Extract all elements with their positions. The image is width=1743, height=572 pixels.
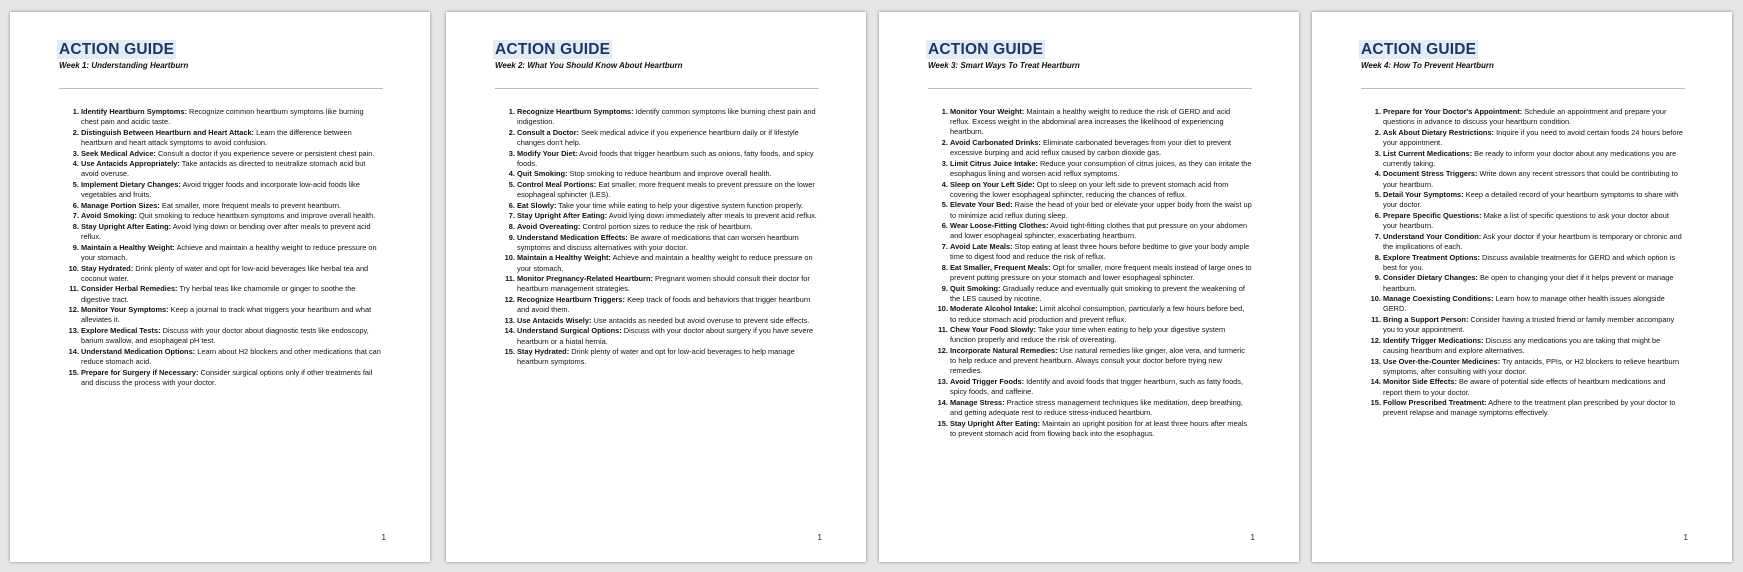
page-subtitle: Week 3: Smart Ways To Treat Heartburn — [928, 61, 1080, 70]
list-item — [1383, 169, 1685, 189]
item-heading: Understand Medication Options: — [81, 346, 196, 356]
list-item — [517, 128, 819, 148]
list-item — [950, 346, 1252, 377]
item-heading: Identify Heartburn Symptoms: — [81, 107, 187, 116]
item-heading: Consult a Doctor: — [517, 127, 579, 137]
list-item — [1383, 232, 1685, 252]
item-text: Eliminate carbonated beverages from your diet to prevent excessive burping and acid reflux caused by carbon dioxide gas. — [950, 138, 1232, 158]
item-text: Make a list of specific questions to ask your doctor about your heartburn. — [1383, 210, 1669, 231]
item-text: Seek medical advice if you experience heartburn daily or if lifestyle changes don't help. — [517, 127, 799, 147]
item-heading: Monitor Your Weight: — [950, 107, 1025, 116]
list-item — [81, 180, 383, 200]
item-heading: Use Antacids Wisely: — [517, 315, 592, 325]
item-text: Take your time while eating to help your digestive system function properly. — [558, 200, 804, 210]
item-text: Ask your doctor if your heartburn is temporary or chronic and the implications of each. — [1383, 231, 1682, 251]
item-text: Discuss available treatments for GERD and which option is best for you. — [1383, 252, 1676, 272]
list-item — [1383, 128, 1685, 148]
list-item — [1383, 357, 1685, 377]
page-title: ACTION GUIDE — [59, 41, 175, 58]
item-heading: Implement Dietary Changes: — [81, 179, 181, 189]
item-heading: Manage Coexisting Conditions: — [1383, 294, 1494, 304]
list-item — [1383, 377, 1685, 397]
list-item — [517, 201, 819, 211]
list-item — [81, 159, 383, 179]
page-title: ACTION GUIDE — [928, 41, 1044, 58]
item-heading: Identify Trigger Medications: — [1383, 335, 1484, 345]
item-heading: Chew Your Food Slowly: — [950, 325, 1036, 335]
list-item — [517, 169, 819, 179]
item-heading: Wear Loose-Fitting Clothes: — [950, 221, 1049, 231]
list-item — [1383, 190, 1685, 210]
page-number: 1 — [1683, 533, 1688, 542]
list-item — [1383, 294, 1685, 314]
item-heading: Manage Portion Sizes: — [81, 200, 160, 210]
item-heading: Understand Surgical Options: — [517, 326, 622, 336]
list-item — [81, 284, 383, 304]
document-page — [1312, 12, 1732, 562]
item-text: Keep a detailed record of your heartburn symptoms to share with your doctor. — [1383, 190, 1679, 210]
list-item — [517, 347, 819, 367]
item-heading: Stay Hydrated: — [517, 347, 570, 357]
item-text: Maintain a healthy weight to reduce the risk of GERD and acid reflux. Excess weight in the abdominal area increases the likelihood of experiencing heartburn. — [950, 107, 1231, 137]
item-heading: Monitor Side Effects: — [1383, 377, 1457, 387]
item-heading: Incorporate Natural Remedies: — [950, 345, 1058, 355]
item-text: Keep a journal to track what triggers your heartburn and what alleviates it. — [81, 305, 372, 325]
item-heading: Modify Your Diet: — [517, 148, 578, 158]
list-item — [950, 263, 1252, 283]
item-heading: Eat Smaller, Frequent Meals: — [950, 262, 1051, 272]
page-subtitle: Week 4: How To Prevent Heartburn — [1361, 61, 1494, 70]
list-item — [81, 211, 383, 221]
list-item — [1383, 315, 1685, 335]
item-text: Discuss with your doctor about diagnostic tests like endoscopy, barium swallow, and esophageal pH test. — [81, 325, 369, 346]
list-item — [950, 304, 1252, 324]
list-item — [81, 368, 383, 388]
divider — [1361, 88, 1685, 89]
item-text: Learn the difference between heartburn and heart attack symptoms to avoid confusion. — [81, 127, 352, 147]
list-item — [1383, 398, 1685, 418]
list-item — [1383, 273, 1685, 293]
list-item — [1383, 336, 1685, 356]
list-item — [81, 222, 383, 242]
item-heading: Document Stress Triggers: — [1383, 169, 1478, 179]
item-text: Identify and avoid foods that trigger heartburn, such as fatty foods, spicy foods, and caffeine. — [950, 376, 1244, 397]
item-text: Maintain an upright position for at least three hours after meals to prevent stomach acid from flowing back into the esophagus. — [950, 418, 1248, 438]
list-item — [950, 200, 1252, 220]
list-item — [1383, 107, 1685, 127]
list-item — [81, 243, 383, 263]
item-heading: Prepare for Your Doctor's Appointment: — [1383, 107, 1523, 116]
item-text: Write down any recent stressors that could be contributing to your heartburn. — [1383, 169, 1678, 189]
item-text: Stop smoking to reduce heartburn and improve overall health. — [569, 169, 772, 179]
list-item — [1383, 253, 1685, 273]
document-page — [446, 12, 866, 562]
page-title: ACTION GUIDE — [1361, 41, 1477, 58]
item-text: Learn how to manage other health issues alongside GERD. — [1383, 294, 1665, 314]
list-item — [950, 419, 1252, 439]
item-heading: Consider Dietary Changes: — [1383, 273, 1478, 283]
list-item — [81, 264, 383, 284]
list-item — [81, 305, 383, 325]
list-item — [517, 295, 819, 315]
document-page — [10, 12, 430, 562]
item-text: Limit alcohol consumption, particularly a few hours before bed, to reduce stomach acid production and prevent reflux. — [950, 304, 1245, 324]
item-text: Keep track of foods and behaviors that trigger heartburn and avoid them. — [517, 294, 811, 315]
page-subtitle: Week 2: What You Should Know About Heartburn — [495, 61, 683, 70]
item-heading: Understand Your Condition: — [1383, 231, 1482, 241]
item-text: Identify common symptoms like burning chest pain and indigestion. — [517, 107, 816, 127]
document-page — [879, 12, 1299, 562]
divider — [495, 88, 819, 89]
item-heading: Explore Treatment Options: — [1383, 252, 1480, 262]
item-text: Reduce your consumption of citrus juices, as they can irritate the esophagus lining and worsen acid reflux symptoms. — [950, 158, 1252, 178]
list-item — [1383, 211, 1685, 231]
item-heading: Detail Your Symptoms: — [1383, 190, 1464, 200]
item-heading: Maintain a Healthy Weight: — [517, 253, 611, 263]
item-heading: Follow Prescribed Treatment: — [1383, 398, 1487, 408]
item-text: Take antacids as directed to neutralize stomach acid but avoid overuse. — [81, 159, 366, 179]
item-text: Try herbal teas like chamomile or ginger to soothe the digestive tract. — [81, 284, 356, 304]
action-list — [1361, 107, 1685, 419]
item-heading: Avoid Smoking: — [81, 211, 137, 221]
item-text: Be aware of potential side effects of heartburn medications and report them to your doctor. — [1383, 377, 1666, 397]
item-heading: Maintain a Healthy Weight: — [81, 242, 175, 252]
item-heading: Control Meal Portions: — [517, 179, 597, 189]
list-item — [517, 326, 819, 346]
item-text: Inquire if you need to avoid certain foods 24 hours before your appointment. — [1383, 127, 1684, 147]
item-heading: Prepare Specific Questions: — [1383, 210, 1482, 220]
item-heading: List Current Medications: — [1383, 148, 1473, 158]
item-text: Use natural remedies like ginger, aloe vera, and turmeric to help reduce and prevent heartburn. Always consult your doctor before trying new remedies. — [950, 345, 1245, 376]
action-list — [495, 107, 819, 368]
item-text: Consider having a trusted friend or family member accompany you to your appointment. — [1383, 314, 1675, 335]
list-item — [950, 284, 1252, 304]
item-text: Avoid tight-fitting clothes that put pressure on your abdomen and lower esophageal sphincter, exacerbating heartburn. — [950, 221, 1248, 241]
item-text: Be ready to inform your doctor about any medications you are currently taking. — [1383, 148, 1677, 168]
item-text: Eat smaller, more frequent meals to prevent heartburn. — [161, 200, 342, 210]
item-text: Take your time when eating to help your digestive system function properly and reduce the risk of overeating. — [950, 325, 1226, 345]
item-text: Drink plenty of water and opt for low-acid beverages to help manage heartburn symptoms. — [517, 347, 795, 367]
list-item — [950, 159, 1252, 179]
item-heading: Moderate Alcohol Intake: — [950, 304, 1038, 314]
item-text: Consult a doctor if you experience severe or persistent chest pain. — [157, 148, 375, 158]
item-heading: Consider Herbal Remedies: — [81, 284, 178, 294]
item-text: Opt to sleep on your left side to prevent stomach acid from covering the lower esophageal sphincter, reducing the chances of reflux. — [950, 179, 1229, 199]
item-heading: Stay Upright After Eating: — [950, 418, 1041, 428]
item-text: Pregnant women should consult their doctor for heartburn management strategies. — [517, 274, 810, 294]
list-item — [950, 180, 1252, 200]
item-text: Be open to changing your diet if it helps prevent or manage heartburn. — [1383, 273, 1674, 293]
list-item — [81, 107, 383, 127]
action-list — [59, 107, 383, 388]
list-item — [950, 377, 1252, 397]
page-number: 1 — [1250, 533, 1255, 542]
item-text: Raise the head of your bed or elevate your upper body from the waist up to minimize acid reflux during sleep. — [950, 200, 1252, 220]
item-text: Control portion sizes to reduce the risk of heartburn. — [582, 221, 753, 231]
item-text: Be aware of medications that can worsen heartburn symptoms and discuss alternatives with your doctor. — [517, 232, 799, 252]
item-text: Stop eating at least three hours before bedtime to give your body ample time to digest food and reduce the risk of reflux. — [950, 241, 1250, 262]
item-heading: Avoid Carbonated Drinks: — [950, 138, 1041, 147]
item-heading: Avoid Trigger Foods: — [950, 376, 1025, 386]
item-heading: Elevate Your Bed: — [950, 200, 1013, 210]
list-item — [81, 326, 383, 346]
item-text: Use antacids as needed but avoid overuse to prevent side effects. — [593, 315, 810, 325]
list-item — [950, 107, 1252, 138]
list-item — [517, 107, 819, 127]
list-item — [950, 138, 1252, 158]
item-text: Eat smaller, more frequent meals to prevent pressure on the lower esophageal sphincter (LES). — [517, 179, 815, 200]
list-item — [517, 180, 819, 200]
list-item — [517, 253, 819, 273]
divider — [928, 88, 1252, 89]
item-heading: Stay Upright After Eating: — [517, 211, 608, 221]
item-heading: Quit Smoking: — [950, 283, 1001, 293]
list-item — [517, 211, 819, 221]
page-number: 1 — [381, 533, 386, 542]
list-item — [1383, 149, 1685, 169]
divider — [59, 88, 383, 89]
item-text: Discuss any medications you are taking that might be causing heartburn and explore alternatives. — [1383, 335, 1661, 355]
page-number: 1 — [817, 533, 822, 542]
list-item — [950, 398, 1252, 418]
list-item — [517, 316, 819, 326]
list-item — [517, 149, 819, 169]
item-heading: Distinguish Between Heartburn and Heart Attack: — [81, 127, 255, 137]
item-text: Discuss with your doctor about surgery if you have severe heartburn or a hiatal hernia. — [517, 326, 814, 346]
item-heading: Recognize Heartburn Triggers: — [517, 294, 626, 304]
item-text: Quit smoking to reduce heartburn symptoms and improve overall health. — [139, 211, 376, 221]
item-heading: Prepare for Surgery if Necessary: — [81, 367, 199, 377]
item-text: Gradually reduce and eventually quit smoking to prevent the weakening of the LES caused by nicotine. — [950, 283, 1245, 303]
list-item — [517, 222, 819, 232]
item-heading: Quit Smoking: — [517, 169, 568, 179]
item-text: Adhere to the treatment plan prescribed by your doctor to prevent relapse and manage symptoms effectively. — [1383, 398, 1676, 418]
item-text: Try antacids, PPIs, or H2 blockers to relieve heartburn symptoms, after consulting with your doctor. — [1383, 356, 1680, 376]
item-heading: Sleep on Your Left Side: — [950, 179, 1035, 189]
list-item — [81, 347, 383, 367]
item-text: Practice stress management techniques like meditation, deep breathing, and getting adequate rest to reduce stress-induced heartburn. — [950, 397, 1243, 417]
item-heading: Monitor Your Symptoms: — [81, 305, 169, 315]
item-text: Recognize common heartburn symptoms like burning chest pain and acidic taste. — [81, 107, 364, 127]
page-subtitle: Week 1: Understanding Heartburn — [59, 61, 189, 70]
item-heading: Bring a Support Person: — [1383, 314, 1469, 324]
list-item — [950, 242, 1252, 262]
list-item — [517, 274, 819, 294]
item-heading: Ask About Dietary Restrictions: — [1383, 127, 1495, 137]
item-heading: Understand Medication Effects: — [517, 232, 628, 242]
item-text: Avoid foods that trigger heartburn such as onions, fatty foods, and spicy foods. — [517, 148, 814, 168]
item-text: Avoid lying down immediately after meals to prevent acid reflux. — [608, 211, 817, 221]
item-heading: Eat Slowly: — [517, 200, 557, 210]
item-heading: Stay Hydrated: — [81, 263, 134, 273]
list-item — [950, 325, 1252, 345]
item-text: Learn about H2 blockers and other medications that can reduce stomach acid. — [81, 346, 381, 366]
item-heading: Avoid Late Meals: — [950, 241, 1013, 251]
item-text: Drink plenty of water and opt for low-acid beverages like herbal tea and coconut water. — [81, 263, 369, 283]
item-text: Achieve and maintain a healthy weight to reduce pressure on your stomach. — [517, 253, 813, 273]
list-item — [81, 149, 383, 159]
item-text: Opt for smaller, more frequent meals instead of large ones to prevent putting pressure on your stomach and lower esophageal sphincter. — [950, 262, 1252, 282]
item-heading: Monitor Pregnancy-Related Heartburn: — [517, 274, 653, 284]
item-text: Schedule an appointment and prepare your questions in advance to discuss your heartburn condition. — [1383, 107, 1667, 127]
item-heading: Recognize Heartburn Symptoms: — [517, 107, 634, 116]
item-heading: Explore Medical Tests: — [81, 325, 161, 335]
item-text: Consider surgical options only if other treatments fail and discuss the process with your doctor. — [81, 367, 373, 387]
item-heading: Stay Upright After Eating: — [81, 221, 172, 231]
item-text: Achieve and maintain a healthy weight to reduce pressure on your stomach. — [81, 242, 377, 262]
item-heading: Avoid Overeating: — [517, 221, 581, 231]
item-heading: Limit Citrus Juice Intake: — [950, 158, 1038, 168]
list-item — [517, 233, 819, 253]
item-text: Avoid lying down or bending over after meals to prevent acid reflux. — [81, 221, 371, 242]
item-heading: Use Over-the-Counter Medicines: — [1383, 356, 1501, 366]
item-text: Avoid trigger foods and incorporate low-acid foods like vegetables and fruits. — [81, 179, 360, 200]
list-item — [81, 128, 383, 148]
page-title: ACTION GUIDE — [495, 41, 611, 58]
list-item — [950, 221, 1252, 241]
item-heading: Use Antacids Appropriately: — [81, 159, 180, 169]
item-heading: Seek Medical Advice: — [81, 148, 156, 158]
list-item — [81, 201, 383, 211]
item-heading: Manage Stress: — [950, 397, 1005, 407]
action-list — [928, 107, 1252, 439]
